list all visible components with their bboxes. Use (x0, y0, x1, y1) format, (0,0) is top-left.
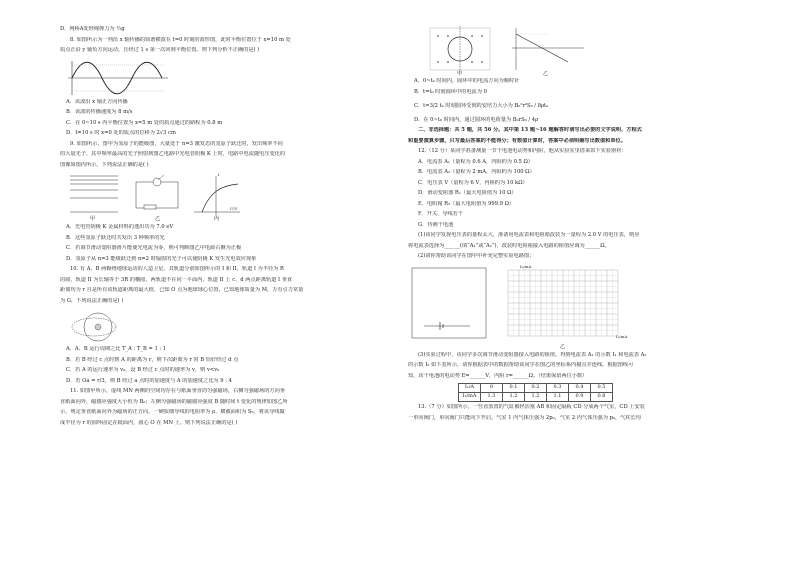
q12-item-e: E．电阻箱 R₂（最大电阻值为 999.9 Ω） (418, 200, 515, 207)
magnetic-field-figure (430, 26, 490, 72)
circuit-box (412, 268, 486, 338)
table-row (459, 393, 613, 402)
q12-part3-3: 知，该干电池的电动势 E=______V，内阻 r=______Ω。（结果保留两位小数） (408, 372, 588, 379)
q10-stem-2: 的圆，轨道 II 为长轴等于 3R 的椭圆，两轨道不在同一平面内，轨道 II 上 c、d 两点距离轨道 I 垂直 (60, 276, 293, 283)
i1-axis-label: I₁/mA (616, 333, 628, 339)
q12-label-yi: 乙 (560, 343, 566, 350)
table-cell: 0.5 (591, 384, 613, 393)
q9-option-d: D．氢原子从 n=3 能级跃迁到 n=2 时辐射的光子可以使阴极 K 发生光电效应现象 (66, 255, 257, 262)
q10-stem-1: 10. 有 A、B 两颗绕地球运动的人造卫星，其轨道分别如图所示的 I 和 II，轨道 I 为半径为 R (70, 266, 284, 272)
wave-figure (64, 59, 174, 97)
grid-graph (508, 270, 618, 336)
q11-label-jia: 甲 (457, 71, 463, 77)
table-cell: 1.2 (503, 393, 525, 402)
q10-stem-3: 距离均为 r 且是所有该轨道距离的最大值，已知 O 点为地球球心位置，已知地球质量为 M，万有引力常量 (60, 287, 304, 293)
q8-stem-1: 8. 如图所示为一列沿 x 轴传播的简谐横波在 t=0 时刻的波形图，此时平衡位置位于 x=10 m 处 (70, 36, 291, 43)
table-cell: 0.3 (547, 384, 569, 393)
q8-option-b: B．该波的传播速度为 8 m/s (66, 109, 133, 115)
q9-option-a: A．光电管阴极 K 金属材料的逸出功为 7.0 eV (66, 224, 174, 230)
q9-option-c: C．若调节滑动变阻器滑片能使光电流为零，则可判断图乙中电源右侧为正极 (66, 245, 242, 251)
q10-stem-4: 为 G，下列说法正确的是( ) (60, 297, 124, 304)
q12-part1-1: (1)该同学发现电压表的量程太大，准备用电流表和电阻箱改装为一量程为 2.0 V 的电压表，则应 (418, 232, 640, 238)
q9-stem-1: 9. 如图所示，图甲为氢原子的能级图，大量处于 n=3 激发态的氢原子跃迁时，发出频率不同 (70, 140, 283, 147)
left-column (60, 26, 400, 430)
photocell-circuit (136, 175, 178, 209)
q11-option-b: B．t=t₀ 时刻圆环中的电流为 0 (414, 88, 487, 95)
q9-figures (64, 172, 244, 224)
q11-option-d: D．在 0~t₀ 时间内，通过圆环的电荷量为 B₀rS₀ / 4ρ (414, 117, 539, 123)
q12-part3-1: (3)实验过程中，该同学多次调节滑动变阻器接入电路的阻值，得到电流表 A₁ 的示数 I₁ 和电流表 A₂ (418, 351, 647, 358)
section-2-heading-2: 和重要演算步骤，只写最后答案的不能得分；有数值计算时，答案中必须明确写出数值和单位。 (408, 137, 626, 144)
q11-stem-3: 示，规定垂直纸面向外为磁场的正方向。一硬质细导线的电阻率为 ρ、横截面积为 S₀，将该导线做 (60, 409, 285, 415)
q11-option-c: C．t=3/2 t₀ 时刻圆环受到的安培力大小为 B₀²r²S₀ / 8ρt₀ (414, 103, 549, 109)
table-cell: 1.2 (525, 393, 547, 402)
table-head-i1: I₁/A (459, 384, 481, 393)
label-bing: 丙 (214, 216, 220, 222)
orbit-figure (70, 308, 130, 346)
table-row (459, 384, 613, 393)
b-t-graph (512, 28, 584, 70)
q12-item-b: B．电流表 A₂（量程为 2 mA，内阻约为 100 Ω） (418, 169, 535, 175)
q8-stem-2: 质点正沿 y 轴负方向运动，且经过 1 s 第一次回到平衡位置。则下列分析不正确的是( ) (60, 47, 260, 53)
q12-part3-2: 的示数 I₂ 如下表所示，请你根据表中的数据帮助该同学在图乙的坐标系内描点并连线。根据图线可 (408, 362, 634, 368)
q12-figures (410, 264, 640, 352)
section-2-heading: 二、非选择题：共 5 题，共 56 分。其中第 13 题~16 题解答时请写出必要的文字说明、方程式 (418, 127, 642, 133)
q12-item-c: C．电压表 V（量程为 6 V，内阻约为 10 kΩ） (418, 179, 528, 186)
label-jia: 甲 (90, 216, 96, 222)
table-cell: 1.3 (481, 393, 503, 402)
table-cell: 0.4 (569, 384, 591, 393)
q10-option-c: C．若 A 的运行速率为 v₀，设 B 经过 c 点时的速率为 v，则 v<v₀ (66, 367, 220, 373)
u-axis-label: U/V (230, 206, 238, 211)
q12-stem: 12.（12 分）某同学准备测量一节干电池电动势和内阻，他从实验室里借来如下实验器材： (418, 148, 627, 154)
table-cell: 0.1 (503, 384, 525, 393)
q10-option-b: B．若 B 经过 c 点时到 A 的距离为 r，则下次距离为 r 时 B 恰好经过 d 点 (66, 356, 239, 363)
q11-figures (428, 26, 588, 78)
energy-level-diagram (70, 176, 118, 212)
q10-option-a: A．A、B 运行周期之比 T_A : T_B = 1 : 1 (66, 346, 167, 352)
table-cell: 0.8 (591, 393, 613, 402)
q11-stem-1: 11. 如图甲所示，虚线 MN 两侧的空间均存在与纸面垂直的匀强磁场，右侧匀强磁场的方向垂 (70, 388, 285, 394)
q13-stem-1: 13.（7 分）如图所示，一竖直放置的气缸被轻活塞 AB 和固定隔板 CD 分成两个气室，CD 上安装 (418, 404, 645, 410)
table-cell: 0.9 (569, 393, 591, 402)
q12-part1-2: 将电流表选择为______(填“A₁”或“A₂”)，改装时电阻箱接入电路的阻值应调为______Ω。 (408, 242, 610, 249)
table-cell: 1.1 (547, 393, 569, 402)
q12-item-g: G．待测干电池 (418, 221, 454, 228)
q12-part2: (2)请你帮助该同学在图甲中补充完整实验电路图； (418, 253, 535, 259)
q13-stem-2: 一单向阀门，单向阀门只能向下开启。气室 1 内气体压强为 2p₀，气室 2 内气体压强为 p₀，气柱长均 (408, 414, 641, 421)
q10-option-d: D．若 Oa = r/3，则 B 经过 a 点时的加速度与 A 的加速度之比为 9 : 4 (66, 377, 232, 384)
i2-axis-label: I₂/mA (520, 263, 532, 269)
q9-option-b: B．这些氢原子跃迁时共发出 3 种频率的光 (66, 234, 165, 241)
q12-item-d: D．滑动变阻器 R₁（最大电阻值为 10 Ω） (418, 190, 517, 196)
q11-stem-4: 成半径为 r 的圆环固定在纸面内，圆心 O 在 MN 上。则下列说法正确的是( ) (60, 419, 238, 426)
q8-option-a: A．该波沿 x 轴正方向传播 (66, 98, 128, 105)
q8-option-d: D．t=10 s 时 x=0 处的质点的位移为 2√3 cm (66, 130, 176, 136)
q12-item-f: F．开关、导线若干 (418, 211, 464, 217)
q11-label-yi: 乙 (543, 71, 549, 77)
table-cell: 0 (481, 384, 503, 393)
q9-stem-2: 的大量光子，其中频率最高的光子照射到图乙电路中光电管阴极 K 上时，电路中电流随电压变化的 (60, 151, 286, 157)
table-head-i2: I₂/mA (459, 393, 481, 402)
q9-stem-3: 图像如图丙所示。下列说法正确的是( ) (60, 161, 149, 168)
q11-option-a: A．0~t₀ 时间内，圆环中的电流方向为顺时针 (414, 78, 520, 84)
i-axis-label: I (218, 172, 220, 177)
q11-stem-2: 直纸面向外，磁感应强度大小恒为 B₀；左侧匀强磁场的磁感应强度 B 随时间 t 变化的规律如图乙所 (60, 398, 288, 405)
q12-item-a: A．电流表 A₁（量程为 0.6 A，内阻约为 0.5 Ω） (418, 158, 533, 165)
q7-option-d: D．网桥A处轻绳弹力为 ½g (60, 26, 125, 32)
q8-option-c: C．在 0~10 s 内平衡位置为 x=5 m 处的质点通过的路程为 0.8 m (66, 119, 223, 126)
table-cell: 0.2 (525, 384, 547, 393)
label-yi: 乙 (155, 216, 161, 222)
data-table (458, 383, 613, 402)
right-column (408, 26, 748, 425)
